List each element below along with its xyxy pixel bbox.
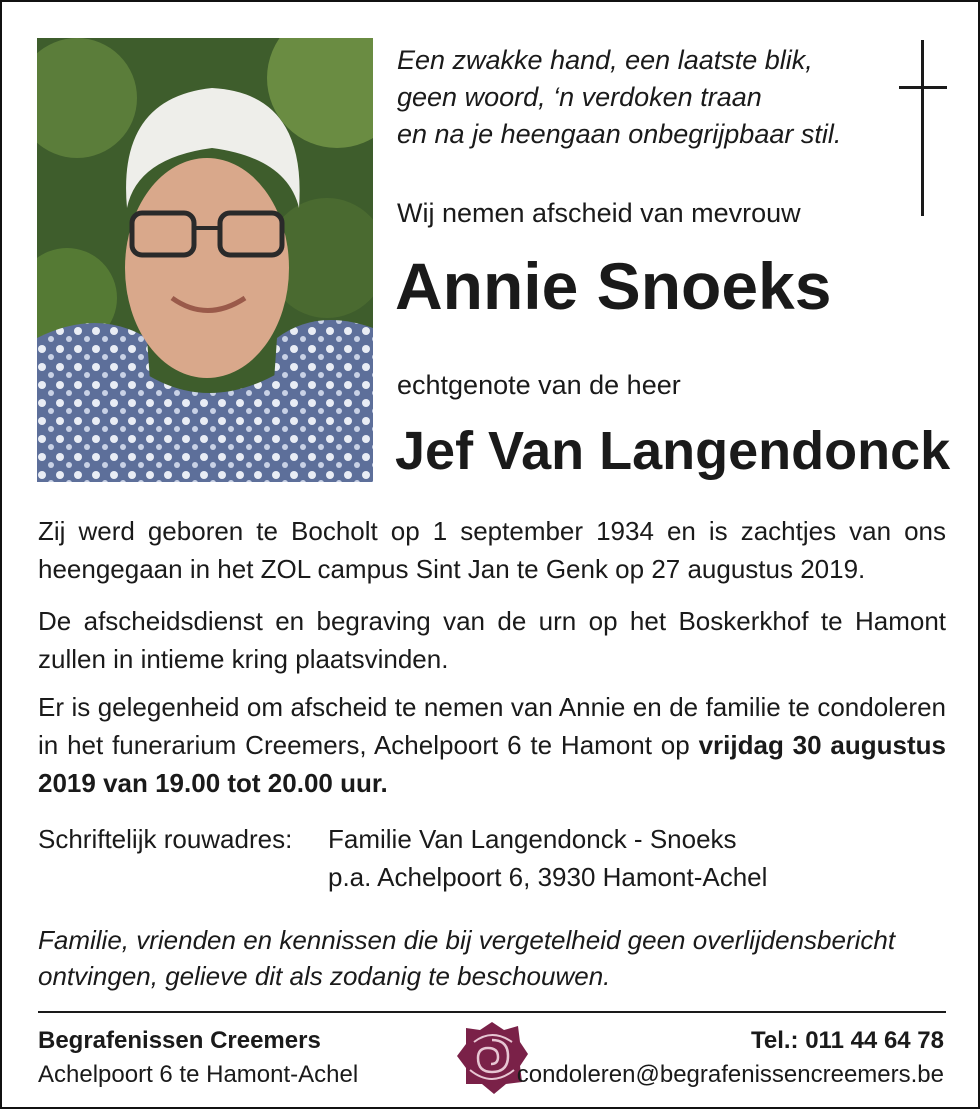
funeral-home-name: Begrafenissen Creemers bbox=[38, 1027, 321, 1054]
contact-info bbox=[517, 1024, 944, 1092]
closing-note bbox=[38, 922, 950, 994]
closing-line: Familie, vrienden en kennissen die bij vergetelheid geen overlijdensbericht bbox=[38, 925, 896, 955]
funeral-home-address: Achelpoort 6 te Hamont-Achel bbox=[38, 1061, 359, 1088]
address-label: Schriftelijk rouwadres: bbox=[38, 824, 293, 854]
closing-line: ontvingen, gelieve dit als zodanig te beschouwen. bbox=[38, 961, 611, 991]
phone-number: Tel.: 011 44 64 78 bbox=[750, 1027, 944, 1054]
address-line-2: p.a. Achelpoort 6, 3930 Hamont-Achel bbox=[328, 862, 768, 892]
intro-text: Wij nemen afscheid van mevrouw bbox=[397, 198, 801, 228]
cross-icon-bar bbox=[899, 86, 947, 89]
address-line-1: Familie Van Langendonck - Snoeks bbox=[328, 824, 737, 854]
cross-icon bbox=[921, 40, 924, 216]
mourning-address bbox=[38, 820, 767, 896]
spouse-intro: echtgenote van de heer bbox=[397, 370, 681, 400]
email-address: condoleren@begrafenissencreemers.be bbox=[516, 1061, 944, 1088]
footer-divider bbox=[38, 1011, 946, 1013]
deceased-name: Annie Snoeks bbox=[395, 249, 832, 323]
portrait-photo bbox=[37, 38, 373, 482]
ceremony-paragraph: De afscheidsdienst en begraving van de urn op het Boskerkhof te Hamont zullen in intieme kring plaatsvinden. bbox=[38, 606, 946, 674]
visitation-text: Er is gelegenheid om afscheid te nemen van Annie en de familie te condoleren in het funerarium Creemers, Achelpoort 6 te Hamont op bbox=[38, 692, 946, 760]
poem-line: en na je heengaan onbegrijpbaar stil. bbox=[397, 119, 842, 149]
poem-line: geen woord, ‘n verdoken traan bbox=[397, 82, 762, 112]
visitation-paragraph bbox=[38, 688, 946, 802]
spouse-name: Jef Van Langendonck bbox=[395, 421, 951, 481]
poem bbox=[397, 42, 887, 153]
visitation-date: vrijdag 30 augustus 2019 van 19.00 tot 20.00 uur. bbox=[38, 730, 946, 798]
funeral-home-info bbox=[38, 1024, 358, 1092]
birth-death-paragraph: Zij werd geboren te Bocholt op 1 september 1934 en is zachtjes van ons heengegaan in het ZOL campus Sint Jan te Genk op 27 augustus 2019. bbox=[38, 516, 946, 584]
poem-line: Een zwakke hand, een laatste blik, bbox=[397, 45, 813, 75]
